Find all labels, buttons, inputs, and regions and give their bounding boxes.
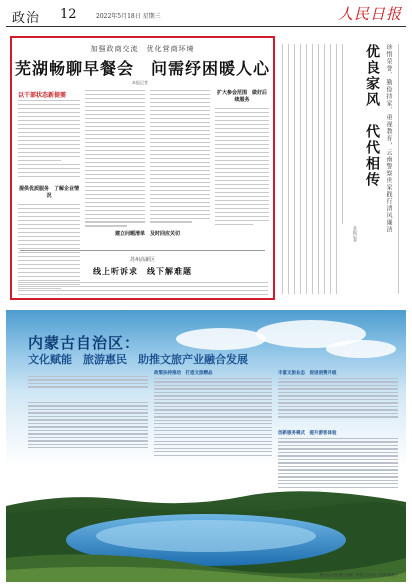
section-divider [20, 250, 265, 251]
photo-caption: 阿尔山天池 图片来源：内蒙古自治区文化和旅游厅 [319, 573, 398, 577]
feature-intro [28, 376, 148, 390]
secondary-body [18, 282, 268, 298]
page-number: 12 [60, 7, 77, 22]
article-col-4 [215, 108, 269, 228]
feature-col-2 [154, 378, 272, 458]
section-name: 政治 [12, 11, 41, 26]
article-byline: 本报记者 [132, 80, 148, 85]
feature-col-3b [278, 438, 398, 490]
highlighted-article[interactable] [10, 36, 275, 300]
article-kicker: 加强政商交流 优化营商环境 [90, 45, 195, 53]
article-headline: 芜湖畅聊早餐会 问需纾困暖人心 [14, 59, 270, 78]
subhead-4: 建立问题清单 及时回应关切 [114, 231, 180, 237]
right-column-article[interactable] [280, 36, 406, 300]
article-col-1 [18, 100, 80, 180]
lake-landscape-photo [6, 488, 406, 582]
feature-col-3 [278, 378, 398, 420]
masthead-rule [6, 26, 406, 27]
subhead-3: 扩大参会范围 做好后续服务 [216, 90, 267, 103]
subhead-1: 以干部状态新提需 [18, 92, 67, 99]
right-column-subtitle: 珍惜荣誉、勤俭持家、重视教育，云南警察世家践行清风廉洁 [385, 44, 392, 233]
feature-col-1 [28, 402, 148, 451]
feature-col-head-1: 政策扶持推动 打造文旅精品 [154, 371, 213, 376]
article-col-1b [18, 204, 80, 292]
feature-col-head-3: 创新服务模式 提升游客体验 [278, 431, 337, 436]
secondary-article-heading [12, 256, 273, 277]
right-column-title: 优良家风 代代相传 [364, 44, 380, 188]
masthead [0, 0, 412, 30]
right-column-author: 本报记者 [353, 226, 358, 242]
article-col-2 [85, 90, 145, 229]
feature-title: 内蒙古自治区： [28, 334, 141, 352]
secondary-kicker: 苏州高新区 [129, 257, 155, 263]
feature-advertorial[interactable] [6, 310, 406, 582]
feature-col-head-2: 丰富文旅业态 促进消费升级 [278, 371, 337, 376]
secondary-headline: 线上听诉求 线下解难题 [93, 266, 192, 276]
article-col-3 [150, 90, 210, 225]
issue-date: 2022年5月18日 星期三 [96, 13, 161, 20]
newspaper-logo: 人民日报 [337, 5, 402, 23]
subhead-2: 提供优质服务 了解企业情况 [18, 186, 79, 199]
feature-subtitle: 文化赋能 旅游惠民 助推文旅产业融合发展 [28, 353, 248, 366]
